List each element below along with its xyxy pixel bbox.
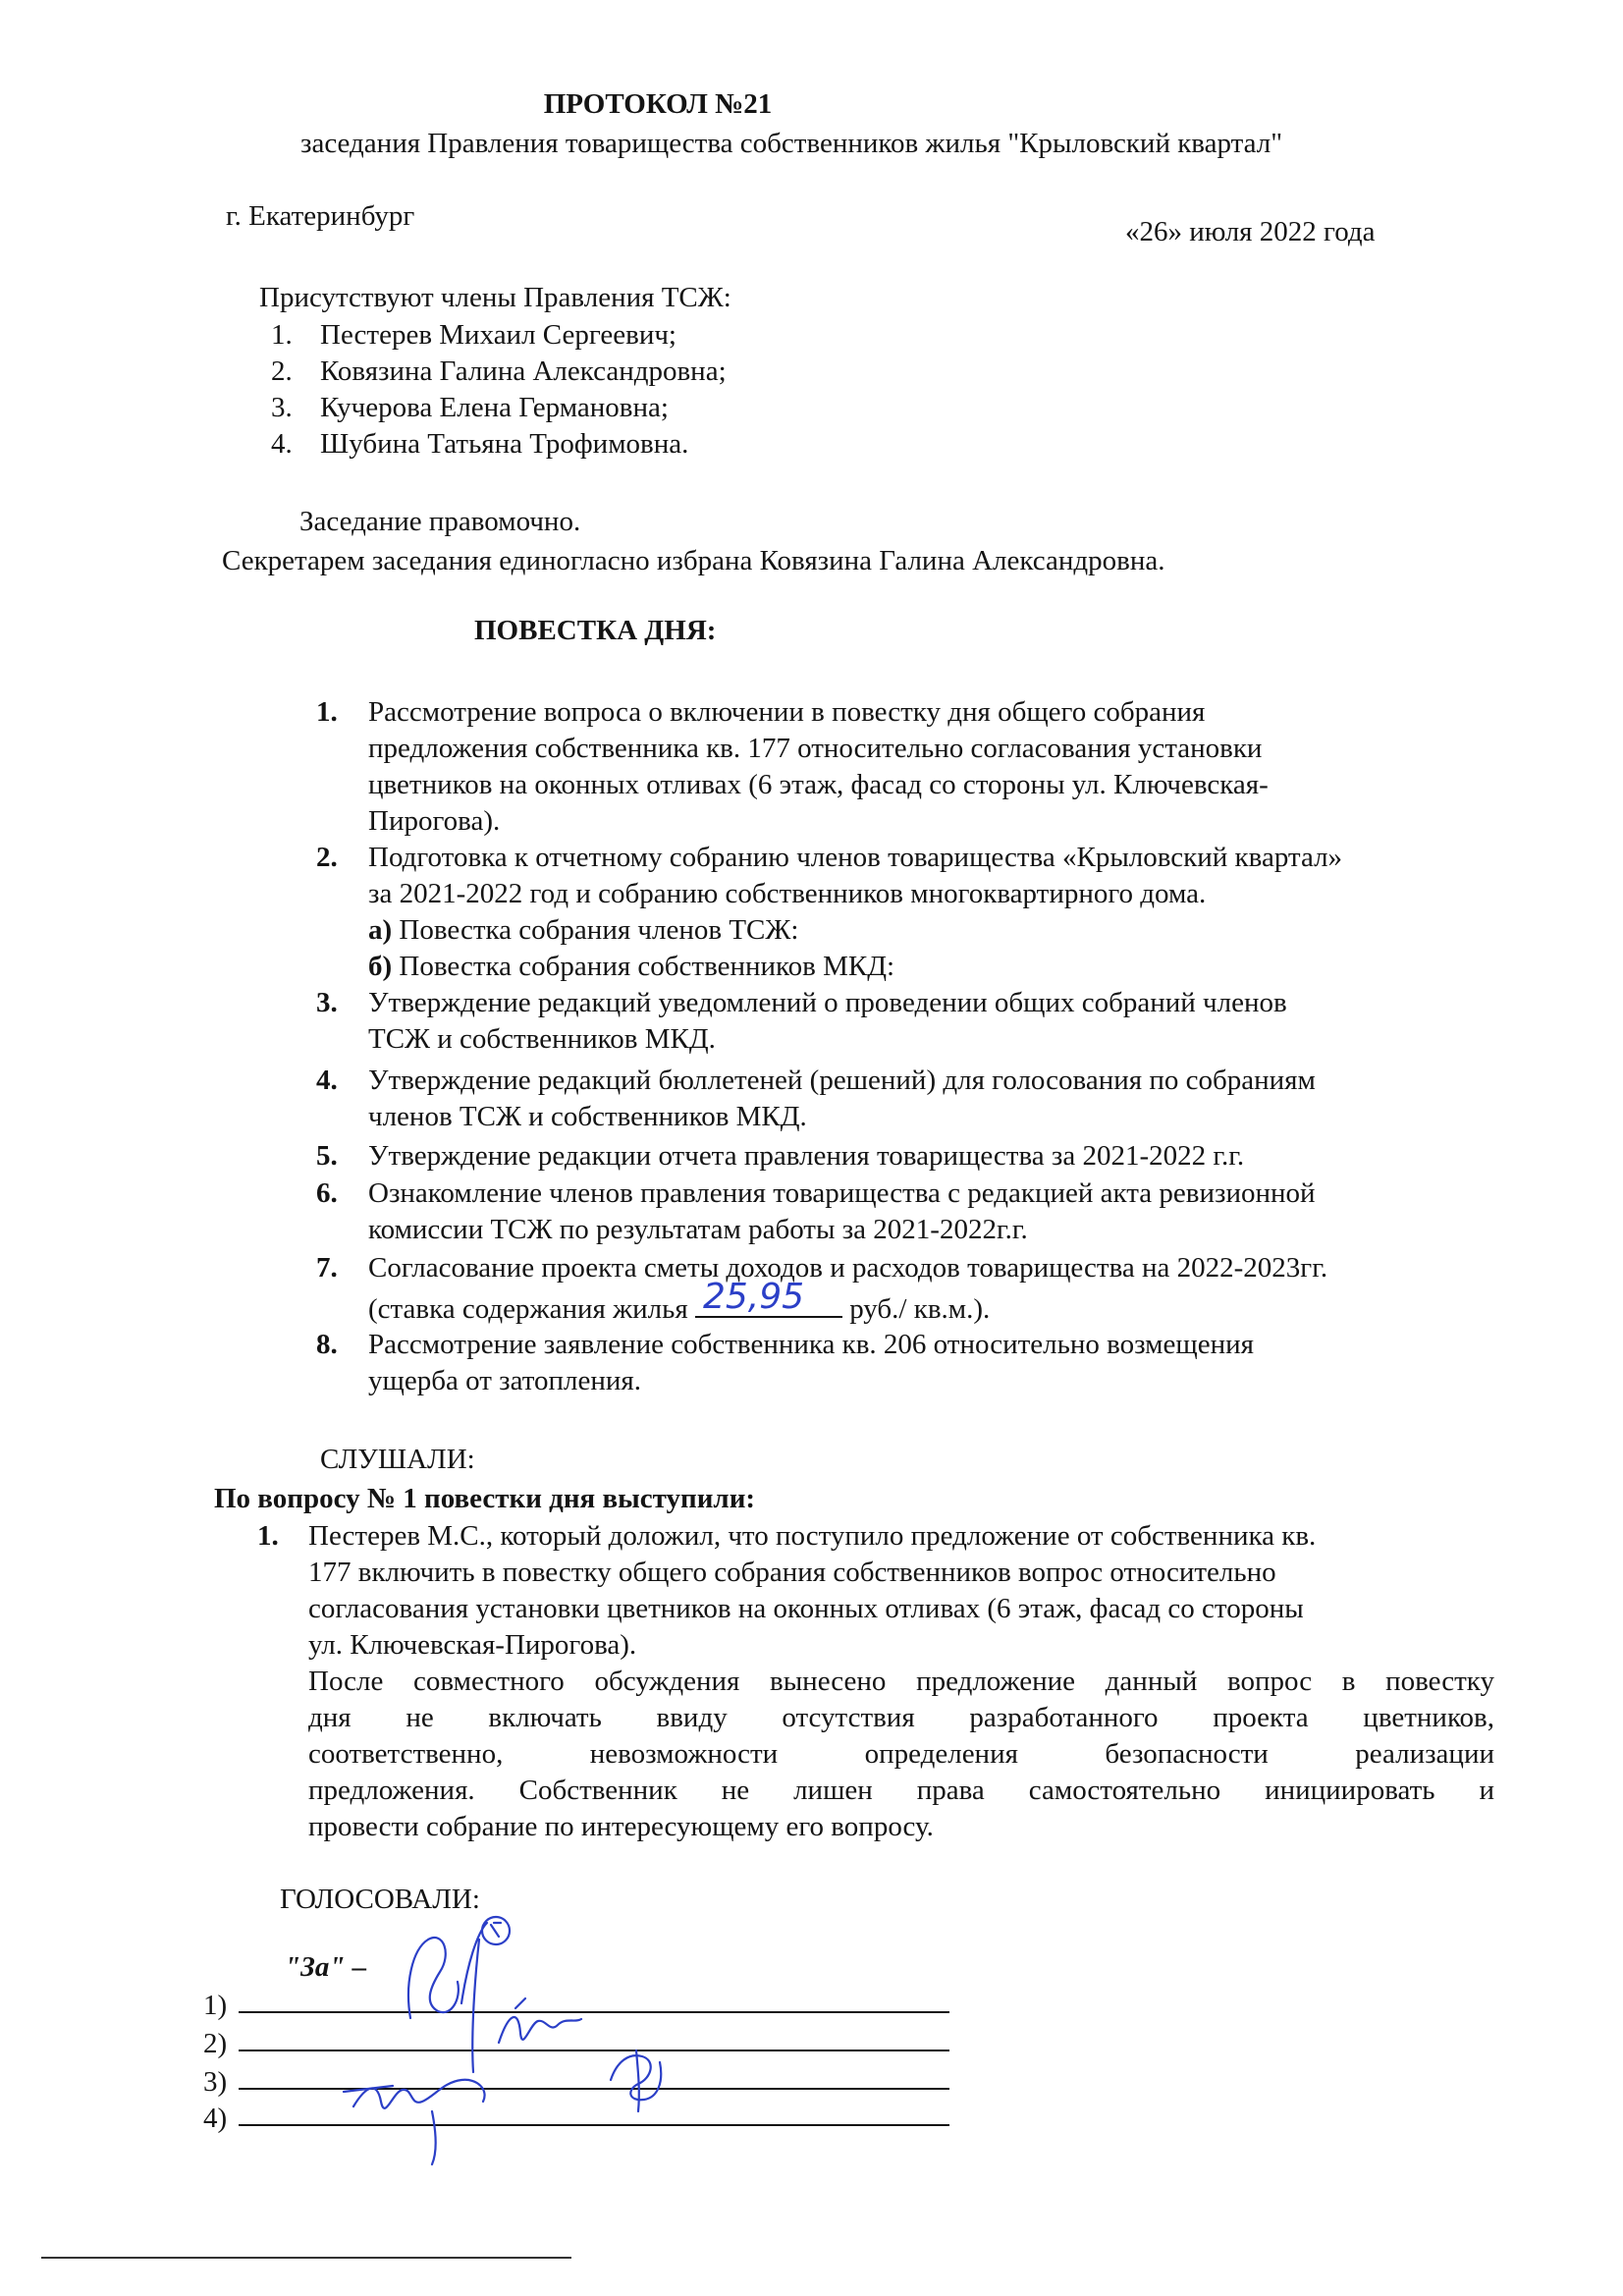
signature-1-stroke-b: [461, 1923, 487, 2072]
signature-1-stroke: [408, 1938, 459, 2018]
signature-2-stroke: [499, 2017, 581, 2043]
city: г. Екатеринбург: [226, 200, 415, 232]
signature-line-2: 2): [203, 2026, 949, 2057]
document-subtitle: заседания Правления товарищества собственников жилья "Крыловский квартал": [300, 128, 1283, 159]
signature-3-stroke: [353, 2080, 485, 2108]
list-item: 2. Ковязина Галина Александровна;: [271, 355, 727, 387]
agenda-item-3: 3. Утверждение редакций уведомлений о проведении общих собраний членов ТСЖ и собственников МКД.: [316, 987, 1287, 1055]
scan-edge-line: [41, 2257, 571, 2259]
signature-line-1: 1): [203, 1988, 949, 2019]
voted-label: ГОЛОСОВАЛИ:: [280, 1884, 480, 1915]
agenda-title: ПОВЕСТКА ДНЯ:: [474, 615, 717, 646]
secretary-note: Секретарем заседания единогласно избрана Ковязина Галина Александровна.: [222, 545, 1165, 576]
signature-line-3: 3): [203, 2064, 949, 2096]
agenda-item-5: 5. Утверждение редакции отчета правления товарищества за 2021-2022 г.г.: [316, 1140, 1245, 1172]
list-item: 1. Пестерев Михаил Сергеевич;: [271, 319, 676, 351]
agenda-item-8: 8. Рассмотрение заявление собственника кв. 206 относительно возмещения ущерба от затопления.: [316, 1329, 1254, 1396]
question-1-heading: По вопросу № 1 повестки дня выступили:: [214, 1483, 756, 1514]
document-title: ПРОТОКОЛ №21: [543, 88, 773, 120]
agenda-item-1: 1. Рассмотрение вопроса о включении в повестку дня общего собрания предложения собственника кв. 177 относительно согласования установки цветников на оконных отливах (6 этаж, фасад со стороны ул. Ключевская- Пирогова).: [316, 696, 1269, 837]
list-item: 4. Шубина Татьяна Трофимовна.: [271, 428, 689, 460]
vote-for-label: "За" –: [285, 1951, 367, 1983]
heard-label: СЛУШАЛИ:: [320, 1444, 475, 1475]
list-item: 3. Кучерова Елена Германовна;: [271, 392, 669, 423]
document-date: «26» июля 2022 года: [1125, 216, 1376, 247]
signature-4-stroke: [611, 2055, 661, 2100]
signature-line-4: 4): [203, 2101, 949, 2132]
agenda-item-4: 4. Утверждение редакций бюллетеней (решений) для голосования по собраниям членов ТСЖ и собственников МКД.: [316, 1065, 1316, 1132]
agenda-item-7: 7. Согласование проекта сметы доходов и расходов товарищества на 2022-2023гг. (ставка содержания жилья 25,95 руб./ кв.м.).: [316, 1252, 1328, 1325]
svg-text:25,95: 25,95: [702, 1277, 804, 1317]
quorum-note: Заседание правомочно.: [299, 506, 581, 537]
agenda-item-6: 6. Ознакомление членов правления товарищества с редакцией акта ревизионной комиссии ТСЖ по результатам работы за 2021-2022г.г.: [316, 1177, 1316, 1245]
members-heading: Присутствуют члены Правления ТСЖ:: [259, 282, 731, 313]
question-1-speech: 1. Пестерев М.С., который доложил, что поступило предложение от собственника кв. 177 включить в повестку общего собрания собственников вопрос относительно согласования установки цветников на оконных отливах (6 этаж, фасад со стороны ул. Ключевская-Пирогова). После совместного обсуждения вынесено предложение данный вопрос в повестку дня не включать ввиду отсутствия разработанного проекта цветников, соответственно, невозможности определения безопасности реализации предложения. Собственник не лишен права самостоятельно инициировать и провести собрание по интересующему его вопросу.: [257, 1520, 1494, 1842]
agenda-item-2: 2. Подготовка к отчетному собранию членов товарищества «Крыловский квартал» за 2021-2022 год и собранию собственников многоквартирного дома. а) Повестка собрания членов ТСЖ: б) Повестка собрания собственников МКД:: [316, 842, 1343, 982]
